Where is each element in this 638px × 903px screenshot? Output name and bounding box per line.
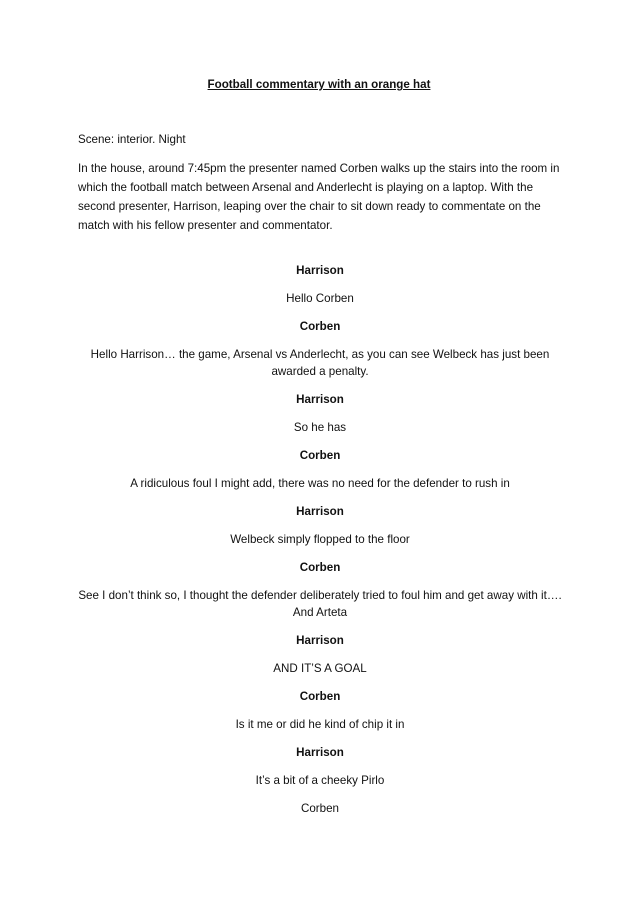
scene-heading: Scene: interior. Night: [78, 133, 186, 146]
dialogue-block: [78, 262, 562, 828]
dialogue-line: It’s a bit of a cheeky Pirlo: [255, 774, 385, 787]
speaker-name: Harrison: [296, 746, 344, 759]
speaker-name: Harrison: [296, 393, 344, 406]
dialogue-line: So he has: [293, 421, 347, 434]
speaker-name: Harrison: [296, 505, 344, 518]
document-title: Football commentary with an orange hat: [207, 78, 431, 91]
speaker-name: Corben: [300, 802, 340, 815]
speaker-name: Corben: [299, 449, 341, 462]
speaker-name: Corben: [299, 561, 341, 574]
dialogue-line: AND IT’S A GOAL: [273, 662, 367, 675]
dialogue-line: Is it me or did he kind of chip it in: [235, 718, 405, 731]
dialogue-line: Hello Corben: [286, 292, 354, 305]
dialogue-line: Hello Harrison… the game, Arsenal vs Anderlecht, as you can see Welbeck has just been awarded a penalty.: [90, 348, 550, 378]
dialogue-line: A ridiculous foul I might add, there was no need for the defender to rush in: [130, 477, 510, 490]
speaker-name: Corben: [299, 320, 341, 333]
speaker-name: Corben: [299, 690, 341, 703]
dialogue-line: See I don’t think so, I thought the defender deliberately tried to foul him and get away with it…. And Arteta: [78, 589, 562, 619]
speaker-name: Harrison: [296, 264, 344, 277]
scene-description: In the house, around 7:45pm the presenter named Corben walks up the stairs into the room in which the football match between Arsenal and Anderlecht is playing on a laptop. With the second presenter, Harrison, leaping over the chair to sit down ready to commentate on the match with his fellow presenter and commentator.: [78, 162, 560, 232]
speaker-name: Harrison: [296, 634, 344, 647]
dialogue-line: Welbeck simply flopped to the floor: [230, 533, 410, 546]
